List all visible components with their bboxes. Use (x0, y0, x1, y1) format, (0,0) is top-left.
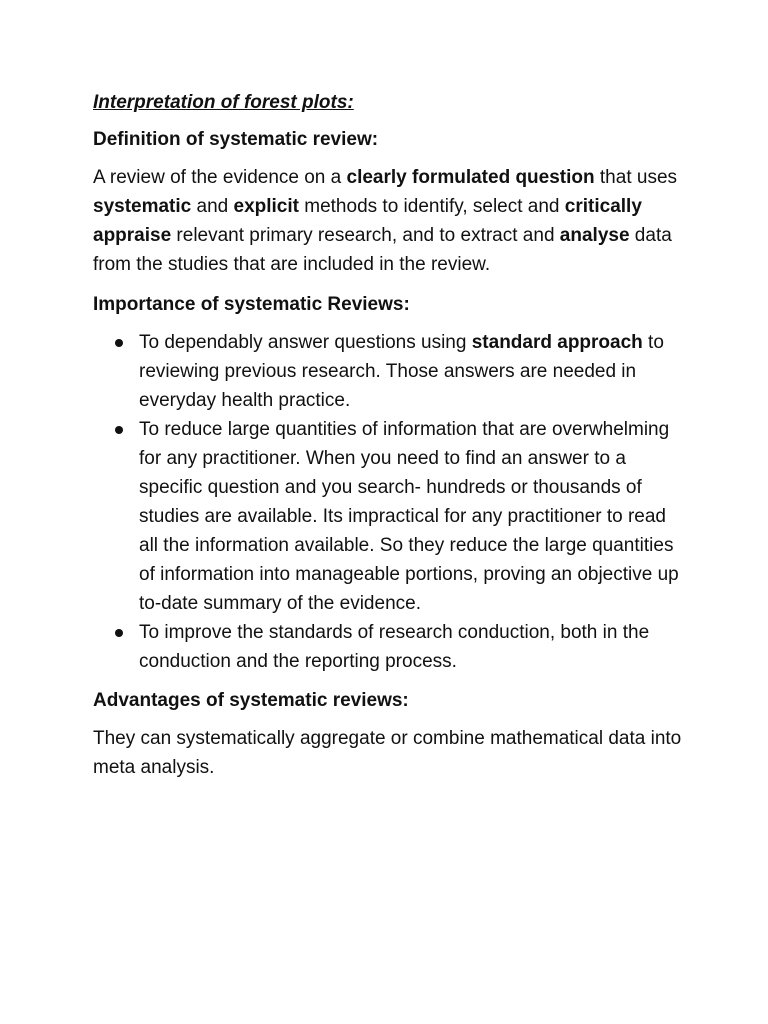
advantages-paragraph: They can systematically aggregate or combine mathematical data into meta analysis. (93, 728, 682, 778)
emphasized-term: critically appraise (93, 196, 642, 246)
emphasized-term: explicit (233, 196, 299, 217)
importance-bullet-3 (93, 618, 683, 676)
document-title: Interpretation of forest plots: (93, 92, 354, 113)
text-run: relevant primary research, and to extract and (171, 225, 560, 246)
importance-bullet-1-text (139, 332, 664, 411)
emphasized-term: analyse (559, 225, 630, 246)
definition-heading: Definition of systematic review: (93, 129, 379, 150)
importance-bullet-1 (93, 328, 683, 415)
emphasized-term: clearly formulated question (346, 167, 595, 188)
text-run: A review of the evidence on a (93, 167, 347, 188)
text-run: to reviewing previous research. Those answers are needed in everyday health practice. (139, 332, 664, 411)
importance-list (93, 328, 683, 676)
text-run: and (191, 196, 234, 217)
importance-bullet-2 (93, 415, 683, 618)
document-page (93, 88, 683, 793)
importance-bullet-3-text (139, 622, 649, 672)
text-run: To improve the standards of research conduction, both in the conduction and the reporting process. (139, 622, 650, 672)
importance-heading: Importance of systematic Reviews: (93, 294, 410, 315)
text-run: data from the studies that are included in the review. (93, 225, 672, 275)
importance-bullet-2-text (139, 419, 679, 614)
emphasized-term: standard approach (471, 332, 643, 353)
emphasized-term: systematic (93, 196, 192, 217)
text-run: that uses (594, 167, 678, 188)
text-run: To dependably answer questions using (139, 332, 472, 353)
bullet-dot-icon (115, 339, 123, 347)
bullet-dot-icon (115, 629, 123, 637)
text-run: To reduce large quantities of information that are overwhelming for any practitioner. When you need to find an answer to a specific question and you search- hundreds or thousands of studies are available. Its impractical for any practitioner to read all the information available. So they reduce the large quantities of information into manageable portions, proving an objective up to-date summary of the evidence. (139, 419, 679, 614)
advantages-heading: Advantages of systematic reviews: (93, 690, 409, 711)
definition-paragraph (93, 163, 683, 279)
text-run: methods to identify, select and (298, 196, 565, 217)
bullet-dot-icon (115, 426, 123, 434)
